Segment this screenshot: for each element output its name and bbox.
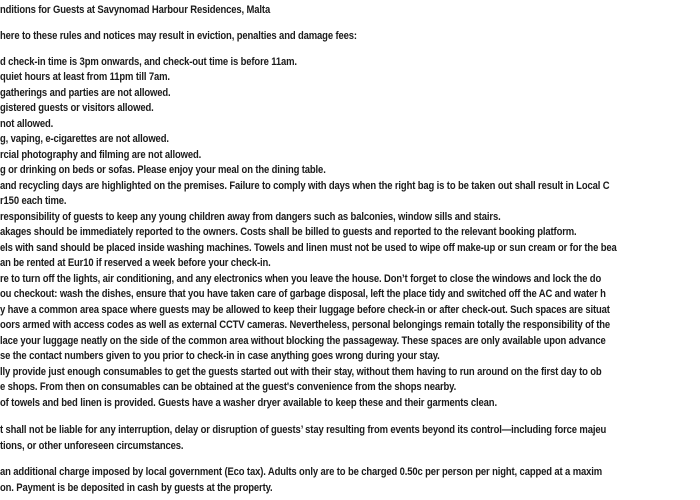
liability-line: t shall not be liable for any interruption, delay or disruption of guests’ stay resulting from events beyond its control—including force majeu — [0, 424, 607, 436]
rule-line: oors armed with access codes as well as external CCTV cameras. Nevertheless, personal belongings remain totally the responsibility of the — [0, 319, 611, 331]
rule-line: ou checkout: wash the dishes, ensure that you have taken care of garbage disposal, left the place tidy and switched off the AC and water h — [0, 288, 606, 300]
rule-line: an be rented at Eur10 if reserved a week before your check-in. — [0, 257, 271, 269]
rule-line: lly provide just enough consumables to get the guests started out with their stay, without them having to run around on the first day to ob — [0, 365, 602, 378]
rule-line: not allowed. — [0, 117, 54, 130]
document-title: nditions for Guests at Savynomad Harbour Residences, Malta — [0, 4, 271, 16]
intro-text: here to these rules and notices may result in eviction, penalties and damage fees: — [0, 29, 357, 42]
liability-paragraph — [0, 423, 700, 454]
intro-block — [0, 29, 700, 45]
rule-line: r150 each time. — [0, 195, 67, 207]
rule-line: lace your luggage neatly on the side of the common area without blocking the passageway. These spaces are only available upon advance — [0, 334, 606, 347]
rule-line: quiet hours at least from 11pm till 7am. — [0, 71, 170, 83]
rule-line: y have a common area space where guests may be allowed to keep their luggage before check-in or after check-out. Such spaces are situat — [0, 303, 610, 316]
rule-line: of towels and bed linen is provided. Guests have a washer dryer available to keep these and their garments clean. — [0, 396, 497, 409]
liability-line: tions, or other unforeseen circumstances. — [0, 439, 184, 452]
rule-line: akages should be immediately reported to the owners. Costs shall be billed to guests and reported to the relevant booking platform. — [0, 226, 577, 238]
eco-tax-line: on. Payment is be deposited in cash by guests at the property. — [0, 481, 273, 494]
rule-line: els with sand should be placed inside washing machines. Towels and linen must not be used to wipe off make-up or sun cream or for the bea — [0, 241, 617, 254]
rule-line: and recycling days are highlighted on the premises. Failure to comply with days when the right bag is to be taken out shall result in Local C — [0, 179, 610, 192]
rule-line: re to turn off the lights, air conditioning, and any electronics when you leave the house. Don’t forget to close the windows and lock the do — [0, 272, 602, 285]
eco-tax-line: an additional charge imposed by local government (Eco tax). Adults only are to be charged 0.50c per person per night, capped at a maxim — [0, 466, 603, 478]
rules-list — [0, 55, 700, 412]
rule-line: gatherings and parties are not allowed. — [0, 86, 171, 99]
rule-line: g, vaping, e-cigarettes are not allowed. — [0, 133, 169, 145]
rule-line: g or drinking on beds or sofas. Please enjoy your meal on the dining table. — [0, 164, 326, 176]
rule-line: d check-in time is 3pm onwards, and check-out time is before 11am. — [0, 55, 297, 68]
rule-line: responsibility of guests to keep any young children away from dangers such as balconies, window sills and stairs. — [0, 210, 501, 223]
rule-line: se the contact numbers given to you prior to check-in in case anything goes wrong during your stay. — [0, 350, 440, 362]
rule-line: rcial photography and filming are not allowed. — [0, 148, 202, 161]
eco-tax-paragraph — [0, 465, 700, 496]
rule-line: gistered guests or visitors allowed. — [0, 102, 154, 114]
rule-line: e shops. From then on consumables can be obtained at the guest's convenience from the shops nearby. — [0, 381, 457, 393]
document-title-block — [0, 3, 700, 19]
